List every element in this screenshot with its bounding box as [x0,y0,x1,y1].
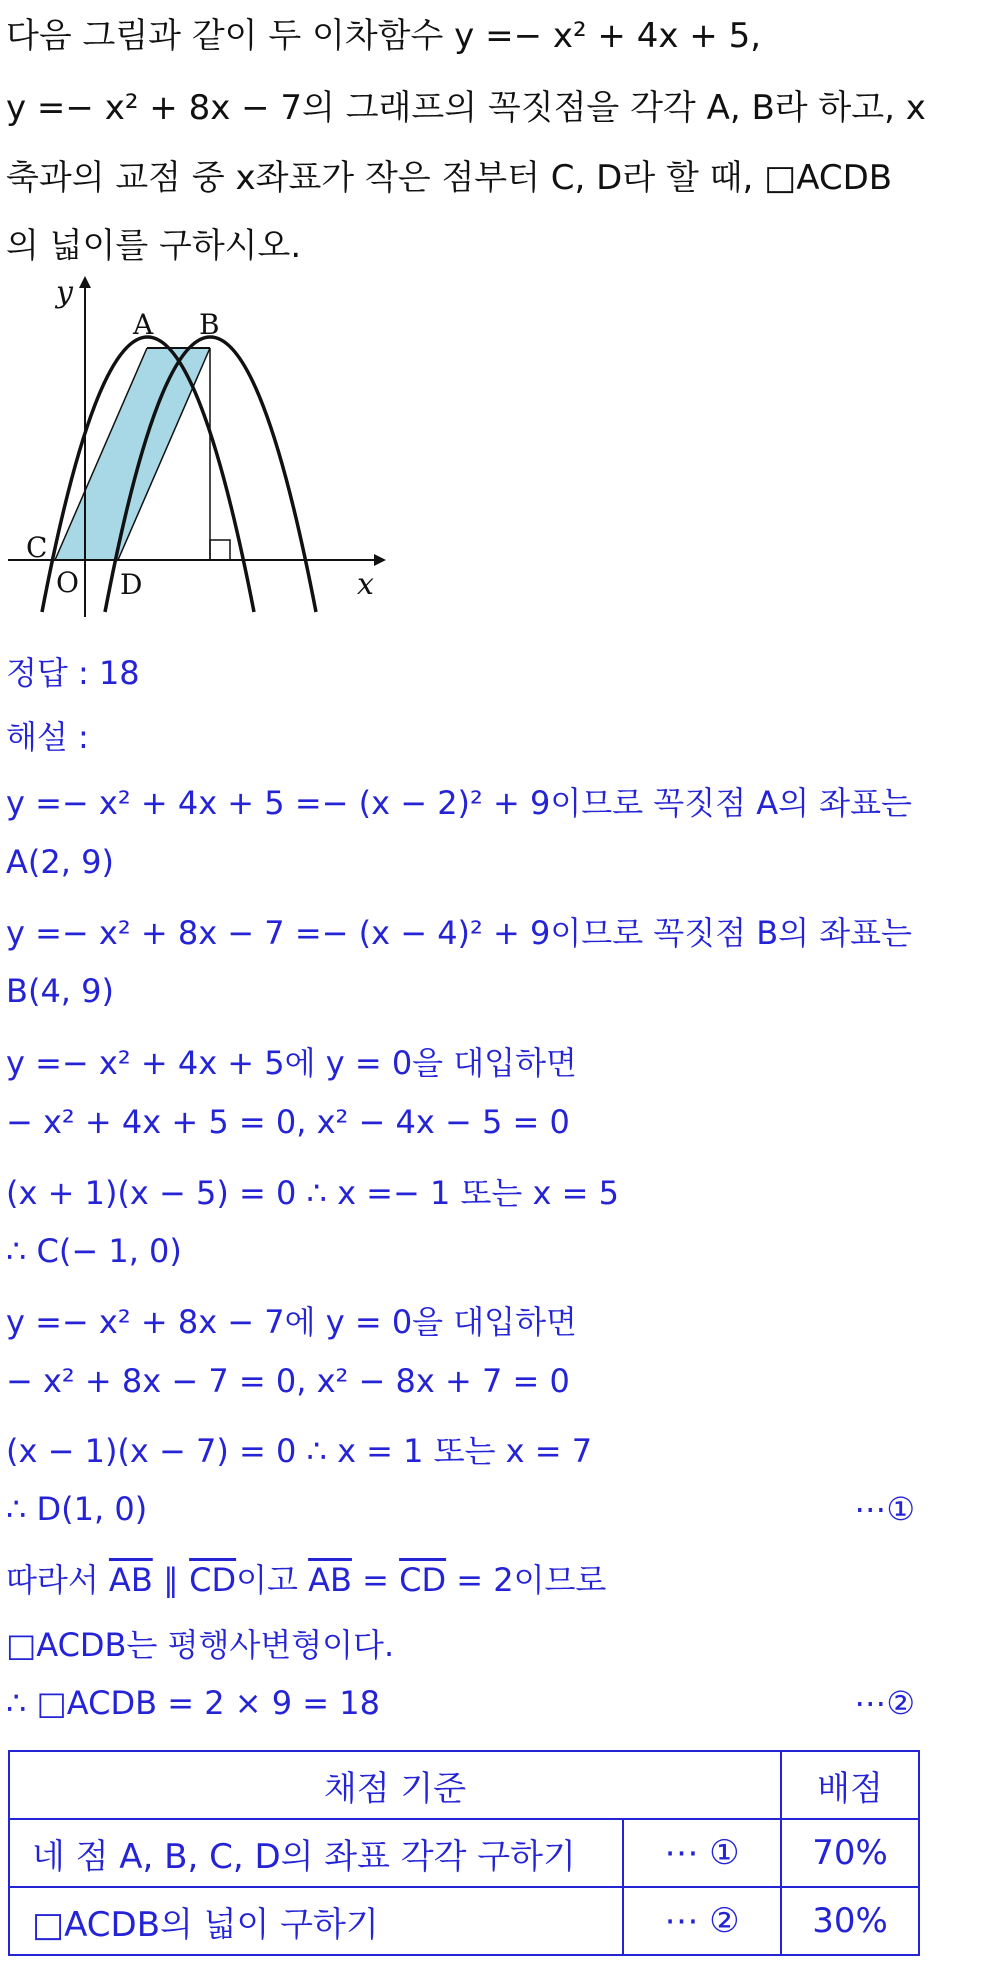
label-x: x [357,567,374,602]
solution-line-7: (x + 1)(x − 5) = 0 ∴ x =− 1 또는 x = 5 [6,1174,619,1212]
grading-header-row [9,1751,919,1819]
label-o: O [56,566,79,599]
solution-line-13 [6,1555,606,1601]
solution-line-2: A(2, 9) [6,843,114,881]
solution-line-6: − x² + 4x + 5 = 0, x² − 4x − 5 = 0 [6,1103,570,1141]
explanation-heading: 해설 : [6,718,89,756]
segment-ab-label: $\overline{AB}$ [108,1561,153,1599]
solution-line-9: y =− x² + 8x − 7에 y = 0을 대입하면 [6,1303,577,1341]
step-marker-1: ⋯① [854,1490,915,1528]
y-axis-arrow [79,276,91,288]
label-y: y [56,275,73,310]
parallel-symbol: ∥ [152,1561,190,1599]
solution-line-15: ∴ □ACDB = 2 × 9 = 18 [6,1684,380,1722]
text-segment: 따라서 [6,1561,109,1599]
text-segment: 이고 [236,1561,309,1599]
label-c: C [26,531,48,564]
grading-header-points: 배점 [781,1751,919,1819]
solution-line-3: y =− x² + 8x − 7 =− (x − 4)² + 9이므로 꼭짓점 B의 좌표는 [6,914,912,952]
grading-row [9,1819,919,1887]
question-line-1: 다음 그림과 같이 두 이차함수 y =− x² + 4x + 5, [6,16,762,56]
label-d: D [120,568,143,601]
answer: 정답 : 18 [6,654,140,692]
solution-line-11: (x − 1)(x − 7) = 0 ∴ x = 1 또는 x = 7 [6,1432,593,1470]
x-axis-arrow [374,554,386,566]
right-angle-mark [210,540,230,560]
step-marker-2: ⋯② [854,1684,915,1722]
grading-criteria: □ACDB의 넓이 구하기 [9,1887,623,1955]
question-line-4: 의 넓이를 구하시오. [6,226,302,266]
question-line-3: 축과의 교점 중 x좌표가 작은 점부터 C, D라 할 때, □ACDB [6,158,893,198]
solution-line-4: B(4, 9) [6,972,114,1010]
segment-cd-label: $\overline{CD}$ [189,1561,237,1599]
solution-line-1: y =− x² + 4x + 5 =− (x − 2)² + 9이므로 꼭짓점 A의 좌표는 [6,784,912,822]
grading-header-criteria: 채점 기준 [9,1751,781,1819]
grading-table [8,1750,920,1956]
grading-mark: ⋯ ① [623,1819,781,1887]
parabola-graph [0,272,400,632]
label-a: A [133,308,154,341]
grading-mark: ⋯ ② [623,1887,781,1955]
text-segment: = 2이므로 [446,1561,607,1599]
label-b: B [199,308,220,341]
equals-symbol: = [351,1561,400,1599]
solution-line-12: ∴ D(1, 0) [6,1490,148,1528]
solution-line-14: □ACDB는 평행사변형이다. [6,1626,395,1664]
grading-criteria: 네 점 A, B, C, D의 좌표 각각 구하기 [9,1819,623,1887]
grading-row [9,1887,919,1955]
grading-points: 70% [781,1819,919,1887]
question-line-2: y =− x² + 8x − 7의 그래프의 꼭짓점을 각각 A, B라 하고, x [6,88,926,128]
solution-line-5: y =− x² + 4x + 5에 y = 0을 대입하면 [6,1044,577,1082]
segment-ab-label: $\overline{AB}$ [308,1561,352,1599]
solution-line-10: − x² + 8x − 7 = 0, x² − 8x + 7 = 0 [6,1362,570,1400]
grading-points: 30% [781,1887,919,1955]
segment-cd-label: $\overline{CD}$ [399,1561,447,1599]
solution-line-8: ∴ C(− 1, 0) [6,1232,182,1270]
